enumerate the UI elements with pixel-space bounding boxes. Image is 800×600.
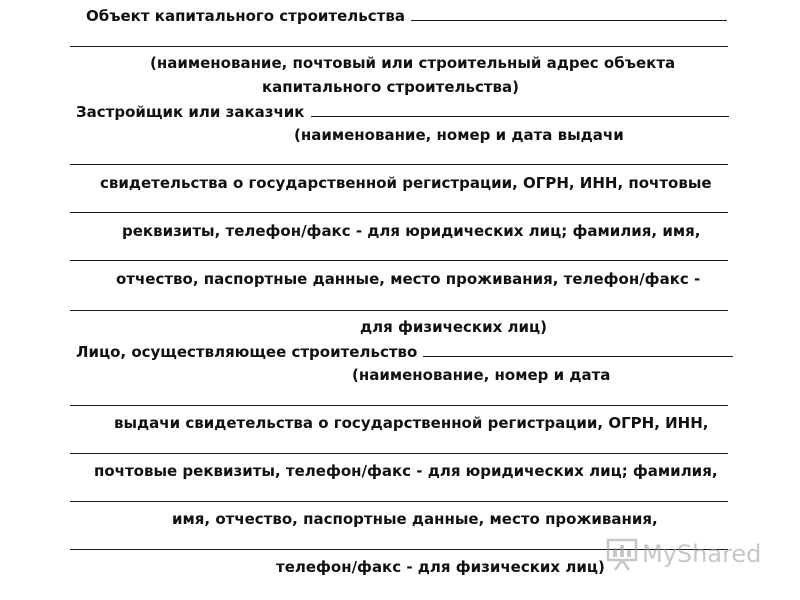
builder-line-3[interactable] [70,501,728,502]
developer-line-4[interactable] [70,310,728,311]
builder-line-1[interactable] [70,405,728,406]
developer-label: Застройщик или заказчик [76,103,305,121]
builder-label: Лицо, осуществляющее строительство [76,343,418,361]
builder-hint-3: почтовые реквизиты, телефон/факс - для юридических лиц; фамилия, [94,462,718,480]
developer-line-2[interactable] [70,212,728,213]
object-hint-line1: (наименование, почтовый или строительный адрес объекта [150,54,676,72]
developer-hint-3: реквизиты, телефон/факс - для юридических лиц; фамилия, имя, [122,222,701,240]
object-label-row [86,6,727,25]
object-label: Объект капитального строительства [86,7,405,25]
builder-hint-2: выдачи свидетельства о государственной регистрации, ОГРН, ИНН, [114,414,709,432]
builder-input-line[interactable] [423,342,733,357]
builder-line-2[interactable] [70,453,728,454]
builder-label-row [76,342,733,361]
developer-hint-2: свидетельства о государственной регистрации, ОГРН, ИНН, почтовые [100,174,712,192]
object-hint-line2: капитального строительства) [262,78,520,96]
object-input-line[interactable] [411,6,727,21]
watermark-text: MyShared [642,540,762,568]
developer-input-line[interactable] [311,102,729,117]
builder-hint-5: телефон/факс - для физических лиц) [276,558,605,576]
developer-hint-4: отчество, паспортные данные, место проживания, телефон/факс - [116,270,701,288]
builder-hint-4: имя, отчество, паспортные данные, место проживания, [172,510,658,528]
developer-hint-5: для физических лиц) [360,318,547,336]
developer-line-3[interactable] [70,260,728,261]
developer-label-row [76,102,729,121]
developer-line-1[interactable] [70,164,728,165]
object-continuation-line[interactable] [70,46,728,47]
myshared-watermark [606,536,776,576]
developer-hint-1: (наименование, номер и дата выдачи [294,126,624,144]
presentation-board-icon [606,538,638,572]
builder-hint-1: (наименование, номер и дата [352,366,611,384]
